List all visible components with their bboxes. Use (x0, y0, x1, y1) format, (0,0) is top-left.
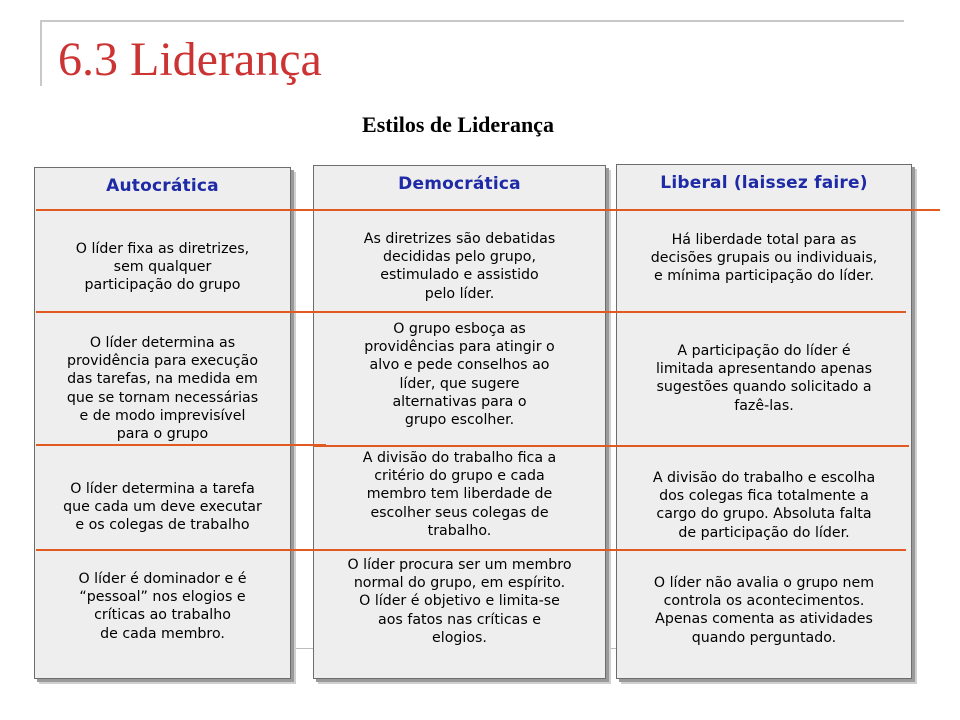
column-democratica (313, 165, 606, 679)
style-cell: O grupo esboça as providências para atingir o alvo e pede conselhos ao líder, que sugere alternativas para o grupo escolher. (364, 321, 555, 429)
style-cell: O líder procura ser um membro normal do grupo, em espírito. O líder é objetivo e limita-se aos fatos nas críticas e elogios. (347, 557, 572, 646)
slide-title: 6.3 Liderança (58, 33, 322, 86)
style-cell: O líder é dominador e é “pessoal” nos elogios e críticas ao trabalho de cada membro. (78, 571, 247, 642)
style-cell: O líder determina a tarefa que cada um deve executar e os colegas de trabalho (63, 481, 262, 534)
column-header: Liberal (laissez faire) (660, 173, 868, 193)
row-separator (36, 209, 940, 211)
slide-top-rule (40, 20, 904, 22)
style-cell: A divisão do trabalho fica a critério do grupo e cada membro tem liberdade de escolher seus colegas de trabalho. (362, 450, 557, 539)
column-header: Democrática (398, 174, 521, 194)
column-autocratica (34, 167, 291, 679)
column-header: Autocrática (106, 176, 219, 196)
style-cell: O líder não avalia o grupo nem controla os acontecimentos. Apenas comenta as atividades quando perguntado. (653, 575, 875, 646)
style-cell: A divisão do trabalho e escolha dos colegas fica totalmente a cargo do grupo. Absoluta falta de participação do líder. (652, 470, 876, 541)
column-liberal (616, 164, 912, 679)
style-cell: Há liberdade total para as decisões grupais ou individuais, e mínima participação do líder. (650, 232, 878, 285)
row-separator (36, 311, 906, 313)
style-cell: O líder determina as providência para execução das tarefas, na medida em que se tornam necessárias e de modo imprevisível para o grupo (66, 335, 259, 443)
row-separator (36, 549, 906, 551)
style-cell: As diretrizes são debatidas decididas pelo grupo, estimulado e assistido pelo líder. (363, 231, 556, 302)
style-cell: A participação do líder é limitada apresentando apenas sugestões quando solicitado a fazê-las. (655, 343, 873, 414)
row-separator (313, 445, 909, 447)
style-cell: O líder fixa as diretrizes, sem qualquer participação do grupo (75, 241, 250, 294)
row-separator (36, 444, 326, 446)
slide-left-rule (40, 20, 42, 86)
slide-subtitle: Estilos de Liderança (362, 112, 554, 137)
